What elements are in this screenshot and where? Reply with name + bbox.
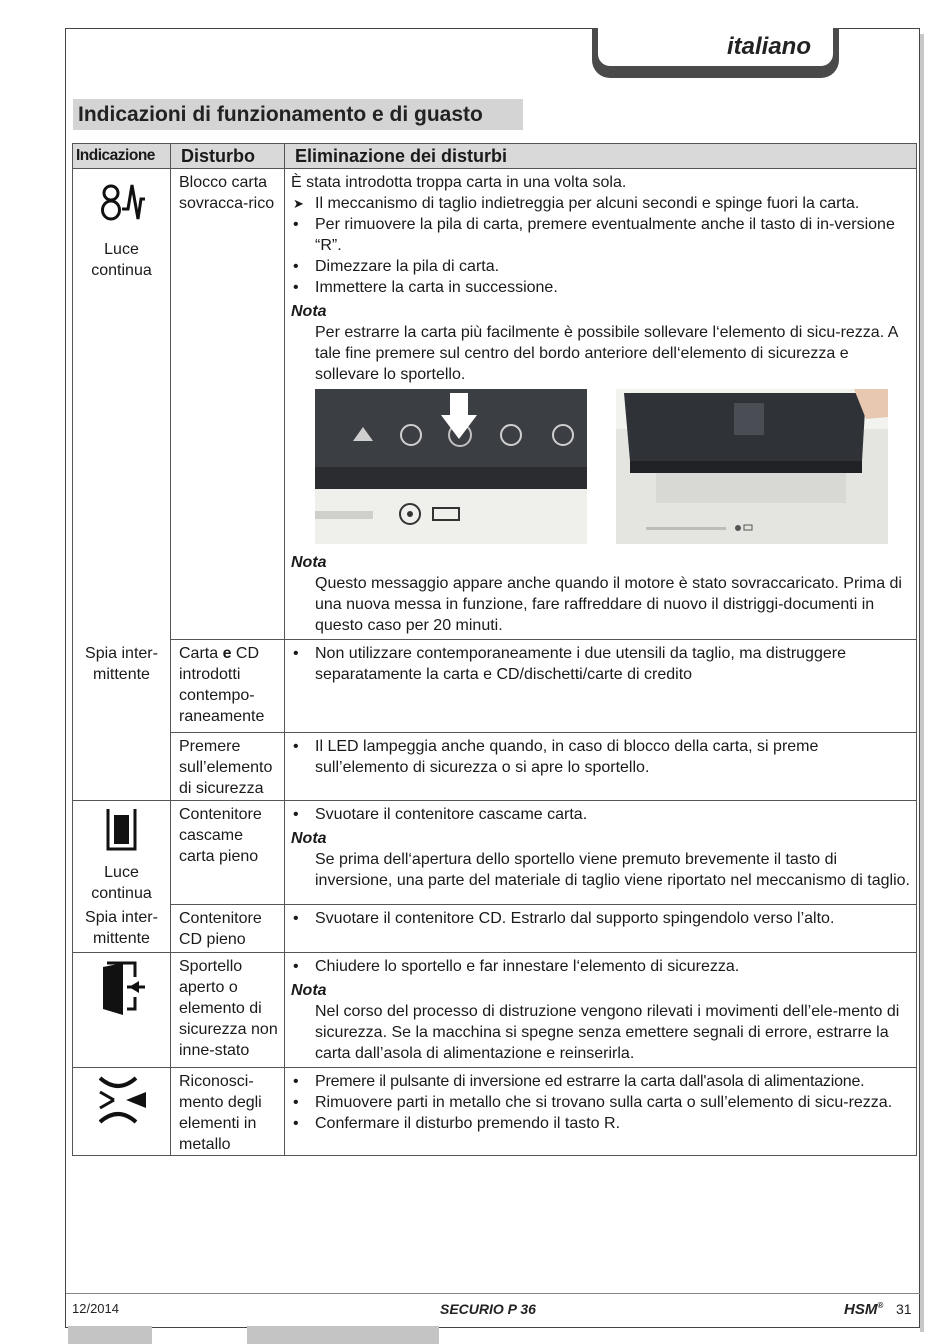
door-open-icon [97,959,147,1017]
note-label: Nota [291,303,327,320]
page-number: 31 [896,1301,912,1317]
list-item: • Svuotare il contenitore CD. Estrarlo dal supporto spingendolo verso l’alto. [293,909,835,927]
note-text: Nel corso del processo di distruzione vengono rilevati i movimenti dell’ele-mento di sicurezza. Se la macchina si spegne senza emettere segnali di errore, estrarre la carta dall’asola di alimentazione e reinserirla. [315,1003,900,1062]
indicator-label: Luce continua [91,864,152,902]
fault-cell: Contenitore cascame carta pieno [171,801,285,905]
indicator-cell [73,1068,171,1156]
fault-cell: Contenitore CD pieno [171,904,285,953]
remedy-cell [285,169,917,640]
header-eliminazione: Eliminazione dei disturbi [285,144,917,169]
indicator-cell [73,904,171,953]
indicator-cell [73,953,171,1068]
control-panel-photo [315,389,587,544]
table-row [73,640,917,733]
header-indicazione: Indicazione [73,144,171,169]
brand-logo: HSM [844,1301,878,1318]
footer-model: SECURIO P 36 [440,1301,536,1317]
paper-jam-overload-icon [92,175,152,231]
table-row [73,1068,917,1156]
list-item: • Il LED lampeggia anche quando, in caso di blocco della carta, si preme sull’elemento di sicurezza o si apre lo sportello. [293,738,819,776]
list-item: • Per rimuovere la pila di carta, premere eventualmente anche il tasto di in-versione “R”. [293,216,895,254]
safety-element-photo [616,389,888,544]
list-item: • Svuotare il contenitore cascame carta. [293,806,588,823]
table-header-row [73,144,917,169]
fault-cell: Blocco carta sovracca-rico [171,169,285,640]
note-text: Per estrarre la carta più facilmente è possibile sollevare l‘elemento di sicu-rezza. A tale fine premere sul centro del bordo anteriore dell‘elemento di sicurezza e sollevare lo sportello. [315,324,898,383]
list-item: • Premere il pulsante di inversione ed estrarre la carta dall'asola di alimentazione. [293,1073,865,1090]
page-shadow [920,34,924,1332]
note-label: Nota [291,830,327,847]
remedy-cell [285,640,917,733]
indicator-label: Spia inter-mittente [85,644,158,683]
remedy-cell [285,1068,917,1156]
footer-divider [66,1293,920,1294]
language-label: italiano [726,33,811,60]
fault-cell: Premere sull’elemento di sicurezza [171,733,285,801]
list-item: • Immettere la carta in successione. [293,279,558,296]
bottom-bar-right [247,1326,439,1344]
language-tab-inner [598,28,833,66]
note-label: Nota [291,554,327,571]
fault-cell: Sportello aperto o elemento di sicurezza non inne-stato [171,953,285,1068]
remedy-cell [285,953,917,1068]
fault-cell: Carta e CD introdotti contempo-raneamente [171,640,285,733]
photo-strip [291,389,912,544]
indicator-cell [73,801,171,905]
header-disturbo: Disturbo [171,144,285,169]
remedy-intro: È stata introdotta troppa carta in una volta sola. [291,174,627,191]
section-title: Indicazioni di funzionamento e di guasto [73,99,523,130]
list-item: • Non utilizzare contemporaneamente i due utensili da taglio, ma distruggere separatamente la carta e CD/dischetti/carte di credito [293,645,846,683]
metal-detection-icon [92,1072,152,1128]
indicator-cell [73,169,171,640]
list-item: ➤ Il meccanismo di taglio indietreggia per alcuni secondi e spinge fuori la carta. [293,195,860,212]
footer-date: 12/2014 [72,1301,119,1316]
indicator-label: Spia inter-mittente [85,909,158,947]
arrow-icon: ➤ [293,196,304,211]
note-label: Nota [291,982,327,999]
list-item: • Dimezzare la pila di carta. [293,258,500,275]
remedy-cell [285,733,917,801]
waste-bin-full-icon [102,805,142,855]
table-row [73,953,917,1068]
table-row [73,733,917,801]
remedy-cell [285,801,917,905]
bottom-bar-left [68,1326,152,1344]
note-text: Se prima dell‘apertura dello sportello viene premuto brevemente il tasto di inversione, una parte del materiale di taglio viene riportato nel meccanismo di taglio. [315,851,910,889]
indicator-label: Luce continua [91,241,152,279]
troubleshooting-table [72,143,917,1156]
list-item: • Confermare il disturbo premendo il tasto R. [293,1115,621,1132]
list-item: • Rimuovere parti in metallo che si trovano sulla carta o sull’elemento di sicu-rezza. [293,1094,893,1111]
table-row [73,169,917,640]
note-text: Questo messaggio appare anche quando il motore è stato sovraccaricato. Prima di una nuova messa in funzione, fare raffreddare di nuovo il distriggi-documenti in questo caso per 20 minuti. [315,575,902,634]
footer-brand: HSM® [844,1301,884,1318]
remedy-cell [285,904,917,953]
indicator-cell [73,640,171,801]
table-row [73,801,917,905]
fault-cell: Riconosci-mento degli elementi in metallo [171,1068,285,1156]
list-item: • Chiudere lo sportello e far innestare l‘elemento di sicurezza. [293,958,740,975]
table-row [73,904,917,953]
